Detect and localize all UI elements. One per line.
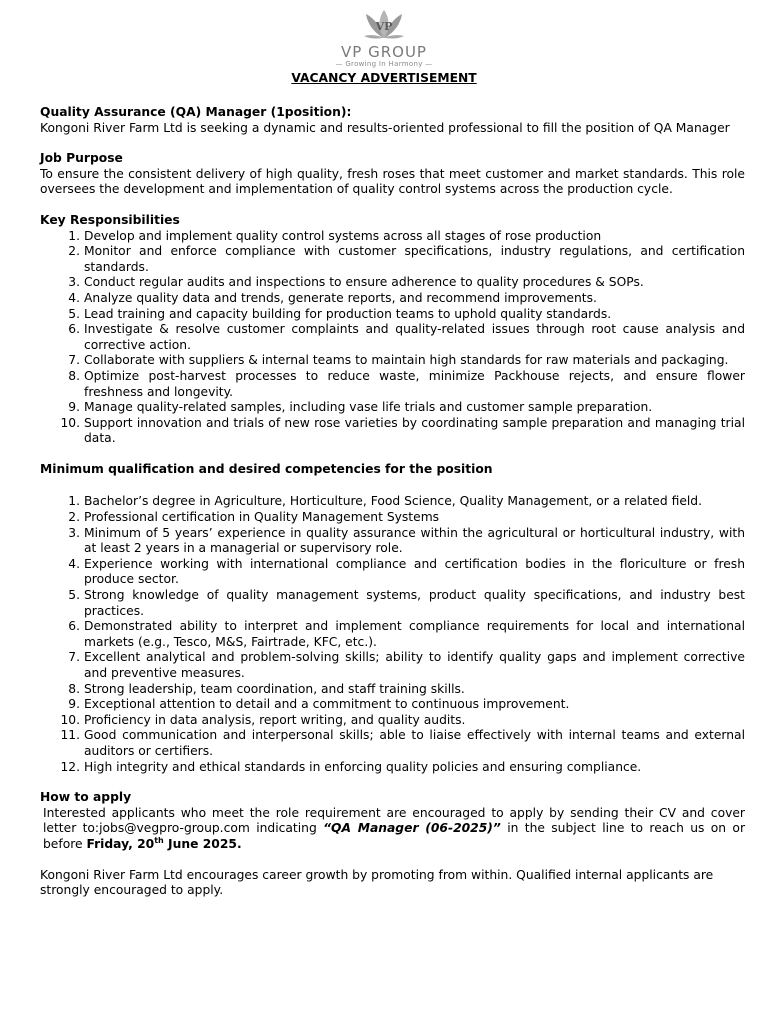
list-item-number: 5. [68, 588, 80, 603]
responsibility-item [40, 353, 745, 369]
list-item-number: 7. [68, 650, 80, 665]
list-item-text: Analyze quality data and trends, generate reports, and recommend improvements. [84, 290, 597, 305]
list-item-number: 4. [68, 556, 80, 571]
responsibility-item [40, 400, 745, 416]
qualification-item [40, 619, 745, 650]
list-item-text: Investigate & resolve customer complaints and quality-related issues through root cause analysis and corrective action. [84, 322, 745, 352]
list-item-number: 2. [68, 510, 80, 525]
list-item-number: 7. [68, 353, 80, 368]
list-item-number: 6. [68, 619, 80, 634]
list-item-text: Demonstrated ability to interpret and implement compliance requirements for local and international markets (e.g., Tesco, M&S, Fairtrade, KFC, etc.). [84, 619, 745, 649]
svg-text:VP: VP [375, 20, 393, 33]
list-item-number: 10. [60, 415, 80, 430]
job-purpose-text: To ensure the consistent delivery of high quality, fresh roses that meet customer and market standards. This role oversees the development and implementation of quality control systems across the production cycle. [40, 166, 745, 197]
list-item-number: 2. [68, 244, 80, 259]
list-item-text: Experience working with international compliance and certification bodies in the floriculture or fresh produce sector. [84, 556, 745, 587]
list-item-number: 10. [60, 712, 80, 727]
responsibility-item [40, 275, 745, 291]
how-to-apply-text [40, 806, 745, 853]
list-item-text: Bachelor’s degree in Agriculture, Horticulture, Food Science, Quality Management, or a related field. [84, 494, 703, 509]
qualification-item [40, 682, 745, 698]
list-item-number: 9. [68, 697, 80, 712]
company-logo [0, 8, 768, 69]
list-item-text: Conduct regular audits and inspections to ensure adherence to quality procedures & SOPs. [84, 275, 644, 290]
list-item-number: 4. [68, 290, 80, 305]
list-item-number: 11. [60, 728, 80, 743]
list-item-number: 9. [68, 400, 80, 415]
list-item-text: High integrity and ethical standards in enforcing quality policies and ensuring compliance. [84, 759, 642, 774]
job-purpose-heading: Job Purpose [40, 151, 123, 166]
qualification-item [40, 650, 745, 681]
closing-text: Kongoni River Farm Ltd encourages career growth by promoting from within. Qualified internal applicants are strongly encouraged to apply. [40, 867, 714, 898]
qualification-item [40, 557, 745, 588]
list-item-text: Strong knowledge of quality management systems, product quality specifications, and industry best practices. [84, 588, 745, 618]
list-item-number: 6. [68, 322, 80, 337]
list-item-text: Develop and implement quality control systems across all stages of rose production [84, 228, 602, 243]
responsibility-item [40, 291, 745, 307]
qualifications-heading: Minimum qualification and desired competencies for the position [40, 461, 493, 476]
list-item-text: Professional certification in Quality Management Systems [84, 510, 440, 525]
responsibility-item [40, 244, 745, 275]
list-item-text: Manage quality-related samples, including vase life trials and customer sample preparation. [84, 400, 653, 415]
list-item-number: 12. [60, 759, 80, 774]
page-title: VACANCY ADVERTISEMENT [291, 71, 477, 85]
qualification-item [40, 728, 745, 759]
vp-flower-icon [358, 8, 410, 44]
responsibility-item [40, 322, 745, 353]
responsibility-item [40, 229, 745, 245]
list-item-number: 8. [68, 368, 80, 383]
list-item-text: Excellent analytical and problem-solving skills; ability to identify quality gaps and implement corrective and preventive measures. [84, 650, 745, 680]
list-item-text: Minimum of 5 years’ experience in quality assurance within the agricultural or horticultural industry, with at least 2 years in a managerial or supervisory role. [84, 525, 745, 556]
list-item-number: 3. [68, 525, 80, 540]
list-item-text: Exceptional attention to detail and a commitment to continuous improvement. [84, 697, 570, 712]
list-item-text: Good communication and interpersonal skills; able to liaise effectively with internal teams and external auditors or certifiers. [84, 728, 745, 758]
qualifications-list [40, 494, 745, 775]
list-item-number: 8. [68, 681, 80, 696]
list-item-number: 1. [68, 494, 80, 509]
logo-tagline: — Growing In Harmony — [335, 60, 433, 68]
apply-text-2: in the subject line to reach us on or before [43, 821, 745, 851]
list-item-text: Collaborate with suppliers & internal teams to maintain high standards for raw materials and packaging. [84, 353, 729, 368]
position-intro: Kongoni River Farm Ltd is seeking a dynamic and results-oriented professional to fill the position of QA Manager [40, 120, 730, 135]
list-item-text: Support innovation and trials of new rose varieties by coordinating sample preparation and managing trial data. [84, 415, 745, 446]
list-item-text: Strong leadership, team coordination, and staff training skills. [84, 681, 465, 696]
list-item-text: Monitor and enforce compliance with customer specifications, industry regulations, and certification standards. [84, 244, 745, 274]
apply-text-1: Interested applicants who meet the role requirement are encouraged to apply by sending their CV and cover letter to:jobs@vegpro-group.com indicating [43, 805, 745, 836]
list-item-number: 5. [68, 306, 80, 321]
qualification-item [40, 510, 745, 526]
responsibility-item [40, 307, 745, 323]
logo-name: VP GROUP [341, 43, 427, 61]
qualification-item [40, 697, 745, 713]
apply-subject: “QA Manager (06-2025)” [323, 821, 501, 836]
list-item-text: Optimize post-harvest processes to reduce waste, minimize Packhouse rejects, and ensure flower freshness and longevity. [84, 368, 745, 399]
list-item-number: 3. [68, 275, 80, 290]
qualification-item [40, 760, 745, 776]
list-item-number: 1. [68, 228, 80, 243]
qualification-item [40, 494, 745, 510]
how-to-apply-heading: How to apply [40, 790, 132, 805]
list-item-text: Proficiency in data analysis, report writing, and quality audits. [84, 712, 466, 727]
qualification-item [40, 526, 745, 557]
qualification-item [40, 713, 745, 729]
document-body [40, 105, 745, 899]
qualification-item [40, 588, 745, 619]
position-heading: Quality Assurance (QA) Manager (1position): [40, 105, 352, 119]
list-item-text: Lead training and capacity building for production teams to uphold quality standards. [84, 306, 612, 321]
apply-deadline: Friday, 20th June 2025. [86, 835, 242, 851]
responsibilities-heading: Key Responsibilities [40, 212, 180, 227]
responsibility-item [40, 369, 745, 400]
responsibility-item [40, 416, 745, 447]
responsibilities-list [40, 229, 745, 447]
